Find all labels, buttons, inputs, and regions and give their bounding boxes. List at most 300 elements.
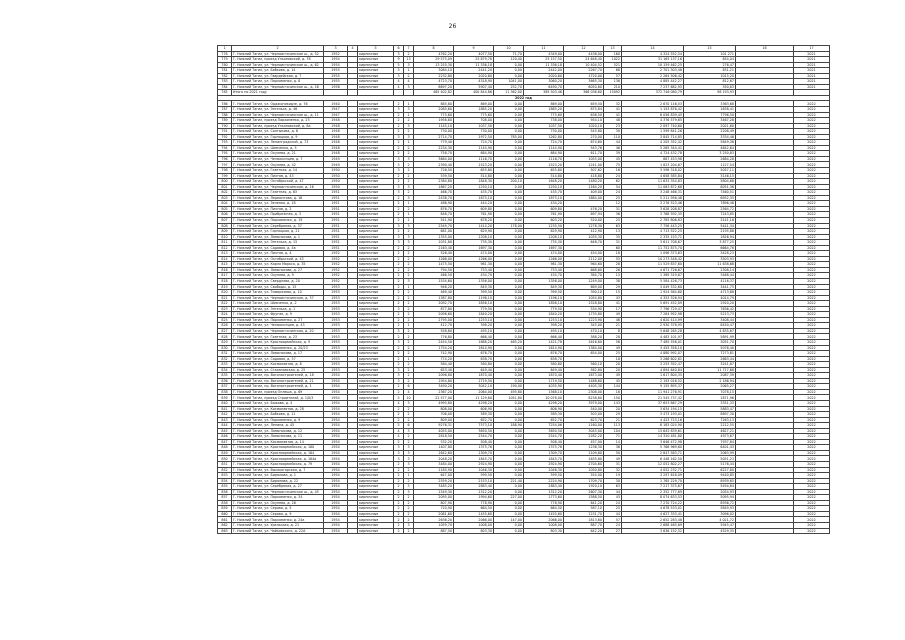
table-cell: кирпичные <box>358 129 394 135</box>
table-cell: 1954 <box>324 467 348 473</box>
table-cell: 2 <box>394 412 404 418</box>
table-cell: Г. Нижний Тагил, ул. Челюскинцев, д. 7 <box>232 156 324 162</box>
table-cell: 1249,00 <box>564 278 604 284</box>
table-cell: 2 097 740,60 <box>622 123 684 129</box>
table-cell: 2 <box>404 500 414 506</box>
table-cell: 3 <box>394 450 404 456</box>
table-cell: 2 <box>404 406 414 412</box>
table-cell: кирпичные <box>358 373 394 379</box>
table-cell: 435,70 <box>454 190 494 196</box>
table-cell: 1031,80 <box>414 240 454 246</box>
table-cell: кирпичные <box>358 467 394 473</box>
table-cell: 1953 <box>324 323 348 329</box>
table-cell: 858 <box>218 500 232 506</box>
table-cell: Г. Нижний Тагил, ул. Ленинградский, д. 73 <box>232 140 324 146</box>
table-cell: 2022 <box>794 428 830 434</box>
table-cell: 1951 <box>324 240 348 246</box>
table-cell: 689,00 <box>564 284 604 290</box>
table-cell: 2267,70 <box>564 68 604 74</box>
table-cell: 2 <box>404 467 414 473</box>
table-cell: 476,20 <box>564 206 604 212</box>
table-cell: 44 <box>604 511 622 517</box>
table-cell: 29 575,09 <box>414 57 454 63</box>
table-cell: 1954 <box>324 450 348 456</box>
table-cell: 1840,20 <box>454 312 494 318</box>
table-cell: 11 638,68 <box>684 262 736 268</box>
table-cell: 14 320 481,80 <box>622 434 684 440</box>
table-cell: 4 <box>394 79 404 85</box>
table-cell: 3979,00 <box>564 401 604 407</box>
table-cell: 2022 <box>794 345 830 351</box>
table-cell: 724,70 <box>524 140 564 146</box>
table-cell: 794 <box>218 145 232 151</box>
table-cell: 0,00 <box>494 217 524 223</box>
column-number-13: 13 <box>604 46 622 52</box>
column-number-6: 6 <box>394 46 404 52</box>
table-cell: 3096,02 <box>684 511 736 517</box>
table-cell: 761,90 <box>524 212 564 218</box>
table-cell: 1 <box>404 217 414 223</box>
table-cell: 1954 <box>324 423 348 429</box>
table-cell: 2064,00 <box>454 389 494 395</box>
table-cell: 807 <box>218 217 232 223</box>
table-cell: 1035,30 <box>564 234 604 240</box>
table-cell: 1848,30 <box>454 179 494 185</box>
table-cell: 2 352 777,69 <box>622 489 684 495</box>
table-cell: 1549,30 <box>414 489 454 495</box>
table-cell: кирпичные <box>358 445 394 451</box>
table-cell: 2 <box>394 511 404 517</box>
table-cell: 227,00 <box>494 495 524 501</box>
table-cell: 5176,44 <box>684 462 736 468</box>
table-cell: кирпичные <box>358 223 394 229</box>
table-cell: 1948 <box>324 145 348 151</box>
table-cell: 846 <box>218 434 232 440</box>
table-cell: 28 <box>604 334 622 340</box>
table-cell: 5 <box>394 423 404 429</box>
table-cell: 1954 <box>324 378 348 384</box>
table-cell: 2022 <box>794 151 830 157</box>
table-cell: 2 <box>394 351 404 357</box>
table-cell: 4318,90 <box>454 79 494 85</box>
table-cell: кирпичные <box>358 456 394 462</box>
table-cell: 434,70 <box>524 273 564 279</box>
table-cell: 629,90 <box>454 229 494 235</box>
table-cell: 1 <box>404 284 414 290</box>
table-cell: 7 756 443,25 <box>622 223 684 229</box>
table-cell: 1951 <box>324 190 348 196</box>
table-cell: Г. Нижний Тагил, ул. Красноармейская, д. 164а <box>232 456 324 462</box>
table-cell: 418,80 <box>564 173 604 179</box>
table-cell: 3 <box>394 445 404 451</box>
table-cell: 0,00 <box>494 334 524 340</box>
table-cell: 7 284 952,98 <box>622 312 684 318</box>
table-cell: 5076,40 <box>684 345 736 351</box>
table-cell: 813 <box>218 251 232 257</box>
table-cell: 3 611 708,67 <box>622 240 684 246</box>
table-cell: кирпичные <box>358 118 394 124</box>
table-cell: 4077,50 <box>454 51 494 57</box>
table-cell: 1046,30 <box>524 467 564 473</box>
table-cell: 2 <box>404 168 414 174</box>
table-cell: 3 <box>394 51 404 57</box>
table-cell: 0,00 <box>494 523 524 529</box>
table-cell: 2022 <box>794 511 830 517</box>
table-cell: 400 844,86 <box>454 90 494 96</box>
table-cell: 3 <box>394 328 404 334</box>
table-cell: 2 701 303,48 <box>622 68 684 74</box>
table-cell: 2022 <box>794 229 830 235</box>
table-cell: 534,90 <box>564 306 604 312</box>
table-cell: 2022 <box>794 267 830 273</box>
table-cell: 4 324 552,54 <box>622 51 684 57</box>
table-cell: Г. Нижний Тагил, ул. Серова, д. 9 <box>232 511 324 517</box>
table-cell: 778 <box>218 51 232 57</box>
table-cell: кирпичные <box>358 351 394 357</box>
table-cell: 826 <box>218 323 232 329</box>
table-cell: 2920,20 <box>684 301 736 307</box>
table-cell: 2021 <box>794 68 830 74</box>
table-cell: 399,50 <box>524 290 564 296</box>
table-cell: 791 <box>218 129 232 135</box>
table-cell: 2022 <box>794 217 830 223</box>
table-cell: 1953 <box>324 367 348 373</box>
table-cell: 29 <box>604 284 622 290</box>
table-cell: 863 <box>218 528 232 534</box>
table-cell: 587,10 <box>564 506 604 512</box>
table-cell: кирпичные <box>358 489 394 495</box>
table-cell: 3141,16 <box>684 217 736 223</box>
table-cell: 887,70 <box>564 523 604 529</box>
table-cell: 1116,70 <box>524 156 564 162</box>
table-cell: 0,00 <box>494 401 524 407</box>
table-cell: Г. Нижний Тагил, ул. Карла Маркса, д. 35 <box>232 262 324 268</box>
table-cell: 2 <box>394 389 404 395</box>
table-cell: 735,30 <box>524 240 564 246</box>
table-cell: 26 <box>604 267 622 273</box>
table-cell: 2663,44 <box>684 356 736 362</box>
table-cell: 3484,00 <box>414 462 454 468</box>
table-cell: 8 183 024,90 <box>622 423 684 429</box>
table-cell: 1266,00 <box>454 256 494 262</box>
table-cell: 2022 <box>794 362 830 368</box>
table-cell: 7 217 375,67 <box>622 484 684 490</box>
table-cell: 7 270 724,22 <box>622 500 684 506</box>
table-cell: 4298,20 <box>454 401 494 407</box>
table-cell: 434,70 <box>454 273 494 279</box>
table-cell: 384,70 <box>564 273 604 279</box>
table-cell: 611,70 <box>564 151 604 157</box>
table-cell: Г. Нижний Тагил, ул. Энгельса, д. 1 <box>232 306 324 312</box>
table-cell: 779 <box>218 57 232 63</box>
table-cell: 1947 <box>324 112 348 118</box>
table-cell: 676,70 <box>454 351 494 357</box>
table-cell: 1673,00 <box>564 373 604 379</box>
table-cell: 2 688 465,69 <box>622 523 684 529</box>
table-cell: 1614,90 <box>524 345 564 351</box>
table-cell: кирпичные <box>358 428 394 434</box>
table-cell: 0,00 <box>494 73 524 79</box>
table-cell: 32 <box>604 467 622 473</box>
table-cell: кирпичные <box>358 190 394 196</box>
table-cell: 804 <box>218 201 232 207</box>
table-cell: 2564,72 <box>684 206 736 212</box>
table-cell: 664,50 <box>454 506 494 512</box>
table-cell: Г. Нижний Тагил, ул. Энгельса, д. 15 <box>232 240 324 246</box>
table-cell: Г. Нижний Тагил, ул. Пархоменко, д. 27 <box>232 317 324 323</box>
table-cell: 5441,34 <box>684 223 736 229</box>
table-cell: кирпичные <box>358 278 394 284</box>
table-cell: 964,60 <box>564 262 604 268</box>
table-cell: 4 <box>394 428 404 434</box>
table-cell: 1 096 373,63 <box>622 251 684 257</box>
table-cell: 818 <box>218 278 232 284</box>
table-cell: 1954 <box>324 412 348 418</box>
table-cell: 7636,42 <box>684 306 736 312</box>
table-cell: кирпичные <box>358 173 394 179</box>
table-cell: 3 <box>394 168 404 174</box>
table-cell: 6490,70 <box>524 84 564 90</box>
table-cell: кирпичные <box>358 506 394 512</box>
table-cell: 2022 <box>794 351 830 357</box>
table-cell: кирпичные <box>358 295 394 301</box>
table-cell: 589,30 <box>524 412 564 418</box>
table-cell: 0,00 <box>494 278 524 284</box>
table-cell: Г. Нижний Тагил, ул. Окунева, д. 26 <box>232 500 324 506</box>
table-cell: 0,00 <box>494 412 524 418</box>
table-cell: Г. Нижний Тагил, ул. Красноармейская, д. 160 <box>232 445 324 451</box>
table-cell: 1955 <box>324 68 348 74</box>
table-cell: 2 <box>394 384 404 390</box>
table-cell: 2 <box>404 145 414 151</box>
table-cell: 4529,35 <box>684 528 736 534</box>
table-cell: 0,00 <box>494 467 524 473</box>
table-cell: 30 <box>604 478 622 484</box>
table-cell: 20 <box>604 367 622 373</box>
table-cell: 2 <box>404 511 414 517</box>
table-cell: 860 <box>218 511 232 517</box>
table-cell: 2 <box>394 273 404 279</box>
table-cell: 1356,00 <box>524 278 564 284</box>
table-cell: 724,70 <box>454 140 494 146</box>
table-cell: 3 <box>394 378 404 384</box>
table-cell: 1958,80 <box>414 118 454 124</box>
table-cell: 796 <box>218 156 232 162</box>
table-cell: кирпичные <box>358 328 394 334</box>
table-cell: 32 <box>604 101 622 107</box>
table-cell: 28 <box>604 262 622 268</box>
table-cell: 8 <box>604 328 622 334</box>
table-cell: 3 <box>394 162 404 168</box>
table-cell: 3503,93 <box>684 256 736 262</box>
table-cell: 676,70 <box>524 351 564 357</box>
table-cell: 4627,21 <box>684 428 736 434</box>
table-cell: 638,70 <box>454 356 494 362</box>
table-cell: Г. Нижний Тагил, проезд Строителей, д. 1/0/3 <box>232 395 324 401</box>
table-cell: 13 <box>404 57 414 63</box>
table-cell: 7 237 682,95 <box>622 84 684 90</box>
table-cell: 2308,00 <box>564 389 604 395</box>
table-cell: 1949 <box>324 162 348 168</box>
table-cell: 2442,00 <box>524 68 564 74</box>
table-cell: 834 <box>218 367 232 373</box>
table-cell: 2022 <box>794 212 830 218</box>
table-cell: 3 <box>404 456 414 462</box>
table-cell: 706,00 <box>414 412 454 418</box>
table-cell: 1953 <box>324 334 348 340</box>
table-cell: 785,00 <box>494 134 524 140</box>
table-cell: 3 <box>404 240 414 246</box>
table-cell: 0,00 <box>494 317 524 323</box>
table-cell: кирпичные <box>358 206 394 212</box>
table-cell: кирпичные <box>358 478 394 484</box>
table-cell: Г. Нижний Тагил, ул. Черноисточинское ш., д. 52 <box>232 51 324 57</box>
table-cell: Г. Нижний Тагил, ул. Пархоменко, д. 19 <box>232 217 324 223</box>
table-cell: 2022 <box>794 129 830 135</box>
table-cell: 1953 <box>324 301 348 307</box>
table-cell: 1 <box>404 201 414 207</box>
table-cell: 3 <box>404 278 414 284</box>
table-cell: 3650,50 <box>454 428 494 434</box>
table-cell: кирпичные <box>358 362 394 368</box>
table-cell: кирпичные <box>358 107 394 113</box>
table-cell: 2 <box>404 229 414 235</box>
table-cell: 2 <box>404 162 414 168</box>
table-cell: 11 529 837,60 <box>622 262 684 268</box>
table-cell: 808,00 <box>414 406 454 412</box>
table-cell: 372 746 080,79 <box>622 90 684 96</box>
table-cell: 1952 <box>324 262 348 268</box>
table-cell: 7273,81 <box>684 351 736 357</box>
table-cell: 1954 <box>324 389 348 395</box>
table-cell: 2022 <box>794 145 830 151</box>
table-cell: 0,00 <box>494 156 524 162</box>
table-cell: 2022 <box>794 328 830 334</box>
table-cell: 2066,00 <box>454 517 494 523</box>
table-cell: 8939,65 <box>684 478 736 484</box>
table-cell: 1 <box>404 68 414 74</box>
table-cell: 774,20 <box>414 356 454 362</box>
table-cell: 4349,00 <box>524 51 564 57</box>
table-cell: 5 265 344,41 <box>622 145 684 151</box>
table-cell: 1614,90 <box>454 345 494 351</box>
table-cell: 1 599 841,26 <box>622 129 684 135</box>
table-cell: 2544,70 <box>454 434 494 440</box>
table-cell: 1885,20 <box>454 107 494 113</box>
table-cell: 1475,50 <box>414 262 454 268</box>
table-cell: 1528,80 <box>564 301 604 307</box>
table-cell: 1948 <box>324 123 348 129</box>
table-cell: 778,90 <box>524 500 564 506</box>
table-cell: 2066,00 <box>524 517 564 523</box>
table-cell: 1050,80 <box>564 467 604 473</box>
table-cell: 2 <box>404 267 414 273</box>
table-cell: 2 <box>394 245 404 251</box>
table-cell: 1109,60 <box>564 450 604 456</box>
table-cell: 647,00 <box>414 473 454 479</box>
table-cell: Г. Нижний Тагил, проезд Пархоменко, д. 23 <box>232 118 324 124</box>
table-cell: 3 <box>404 223 414 229</box>
table-cell: Г. Нижний Тагил, ул. Челюскинцев, д. 43 <box>232 323 324 329</box>
table-cell: 62 <box>604 179 622 185</box>
table-cell: кирпичные <box>358 179 394 185</box>
table-cell: 36 <box>604 212 622 218</box>
table-cell: 2092,70 <box>414 301 454 307</box>
table-cell: 838 <box>218 389 232 395</box>
table-cell: 1697,30 <box>524 245 564 251</box>
table-cell: 45 <box>604 378 622 384</box>
table-cell: 3 248 466,31 <box>622 190 684 196</box>
table-cell: 17 <box>604 306 622 312</box>
table-cell: 521 <box>604 62 622 68</box>
table-cell: 1954 <box>324 506 348 512</box>
table-cell: 1312,20 <box>524 489 564 495</box>
table-cell: 876,70 <box>414 206 454 212</box>
table-cell: Г. Нижний Тагил, пр. Вагоностроителей, д. 1 <box>232 384 324 390</box>
table-cell: 789 <box>218 118 232 124</box>
table-cell: 11 362,00 <box>494 90 524 96</box>
table-cell: Г. Нижний Тагил, ул. Садовая, д. 57 <box>232 356 324 362</box>
table-cell: 2282,20 <box>564 434 604 440</box>
table-cell: 3 <box>394 68 404 74</box>
table-cell: 856 <box>218 489 232 495</box>
table-cell: 837 <box>218 384 232 390</box>
table-cell: 71,70 <box>494 51 524 57</box>
table-cell: 2021 <box>794 79 830 85</box>
table-cell: 0,00 <box>494 267 524 273</box>
table-cell: 24 <box>604 500 622 506</box>
table-cell: 0,00 <box>494 500 524 506</box>
table-cell: кирпичные <box>358 84 394 90</box>
table-cell: Г. Нижний Тагил, ул. Пихтов, д. 4 <box>232 251 324 257</box>
table-cell: 37 653 867,29 <box>622 401 684 407</box>
table-cell: 776,80 <box>414 334 454 340</box>
table-cell: 4 713 522,25 <box>622 229 684 235</box>
table-cell: 779,50 <box>524 306 564 312</box>
table-cell: 0,00 <box>494 168 524 174</box>
table-cell: 2 <box>394 528 404 534</box>
table-cell: 0,00 <box>494 378 524 384</box>
table-cell: 5 584 426,73 <box>622 278 684 284</box>
table-cell: 2 <box>404 345 414 351</box>
table-cell: 435,70 <box>524 190 564 196</box>
table-cell: 3 628 208,87 <box>622 206 684 212</box>
table-cell: 828 <box>218 334 232 340</box>
table-cell: 0,00 <box>494 306 524 312</box>
table-cell: 1196,10 <box>524 295 564 301</box>
table-cell: 389 503,46 <box>524 90 564 96</box>
table-cell: кирпичные <box>358 151 394 157</box>
table-cell: 0,00 <box>494 101 524 107</box>
table-cell: 775,60 <box>454 112 494 118</box>
table-cell: 6664,76 <box>684 245 736 251</box>
table-cell: 1813,60 <box>564 517 604 523</box>
table-cell: 7 796 729,47 <box>622 306 684 312</box>
table-cell: 3650,50 <box>524 428 564 434</box>
table-cell: 2 <box>394 140 404 146</box>
table-cell: 2 <box>404 417 414 423</box>
table-cell: 2022 <box>794 245 830 251</box>
table-cell: 0,00 <box>494 162 524 168</box>
table-cell: 816 <box>218 267 232 273</box>
table-cell: 2022 <box>794 517 830 523</box>
table-cell: 57 <box>604 73 622 79</box>
table-cell: кирпичные <box>358 262 394 268</box>
table-cell: 44 <box>604 489 622 495</box>
table-cell: кирпичные <box>358 500 394 506</box>
table-cell: 1871,96 <box>684 395 736 401</box>
table-cell: 3 <box>404 84 414 90</box>
